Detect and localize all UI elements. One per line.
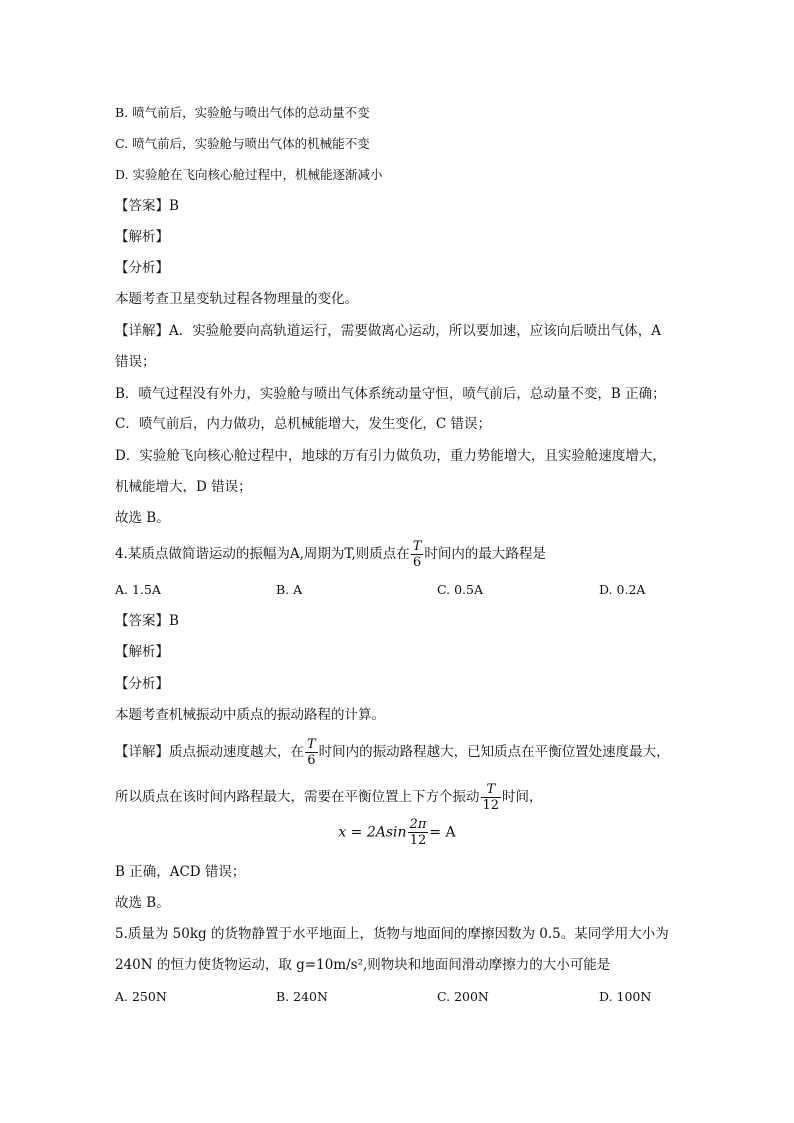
detail-line: 错误； [115,354,156,370]
answer-label: 【答案】B [115,198,179,214]
q5-option-c: C. 200N [437,989,489,1004]
answer-label: 【答案】B [115,613,179,629]
detail-line: B．喷气过程没有外力，实验舱与喷出气体系统动量守恒，喷气前后，总动量不变，B 正确； [115,386,666,402]
detail-line: C．喷气前后，内力做功，总机械能增大，发生变化，C 错误； [115,416,491,432]
question-5-line: 240N 的恒力使货物运动，取 g=10m/s²,则物块和地面间滑动摩擦力的大小可能是 [115,957,611,973]
question-5-line: 5.质量为 50kg 的货物静置于水平地面上，货物与地面间的摩擦因数为 0.5。某同学用大小为 [115,926,669,942]
q4-option-c: C. 0.5A [437,582,483,597]
q5-option-a: A. 250N [115,989,167,1004]
detail-line: D．实验舱飞向核心舱过程中，地球的万有引力做负功，重力势能增大，且实验舱速度增大， [115,448,666,464]
detail-line: 【详解】质点振动速度越大，在 $\frac{T}{6}$ 时间内的振动路程越大，已知质点在平衡位置处速度最大， [115,737,670,768]
fenxi-text: 本题考查机械振动中质点的振动路程的计算。 [115,707,385,723]
result-line: B 正确，ACD 错误； [115,864,246,880]
conclusion-line: 故选 B。 [115,510,170,526]
q4-option-b: B. A [276,582,303,597]
detail-line: 所以质点在该时间内路程最大，需要在平衡位置上下方个振动 $\frac{T}{12}$ 时间， [115,782,543,813]
formula: x = 2Asin $\frac{2\pi}{12}$ = A [338,817,456,848]
q5-option-d: D. 100N [599,989,652,1004]
option-c-line: C. 喷气前后，实验舱与喷出气体的机械能不变 [115,136,370,151]
q4-option-d: D. 0.2A [599,582,646,597]
option-d-line: D. 实验舱在飞向核心舱过程中，机械能逐渐减小 [115,167,383,182]
question-4-text: 4.某质点做简谐运动的振幅为A,周期为T,则质点在 [115,546,410,562]
q5-option-b: B. 240N [276,989,328,1004]
fraction: $\frac{2\pi}{12}$ [409,817,427,848]
question-4-text: 时间内的最大路程是 [424,546,546,562]
fraction: $\frac{T}{6}$ [307,737,316,768]
analysis-label: 【解析】 [115,644,169,660]
detail-line: 机械能增大，D 错误； [115,479,252,495]
conclusion-line: 故选 B。 [115,895,170,911]
question-4 [115,540,546,569]
fenxi-text: 本题考查卫星变轨过程各物理量的变化。 [115,291,358,307]
option-b-line: B. 喷气前后，实验舱与喷出气体的总动量不变 [115,105,370,120]
detail-line: 【详解】A．实验舱要向高轨道运行，需要做离心运动，所以要加速，应该向后喷出气体，A [115,323,661,339]
fenxi-label: 【分析】 [115,676,169,692]
fenxi-label: 【分析】 [115,260,169,276]
q4-option-a: A. 1.5A [115,582,161,597]
analysis-label: 【解析】 [115,229,169,245]
fraction: $\frac{T}{12}$ [482,782,500,813]
fraction: $\frac{T}{6}$ [412,539,422,570]
